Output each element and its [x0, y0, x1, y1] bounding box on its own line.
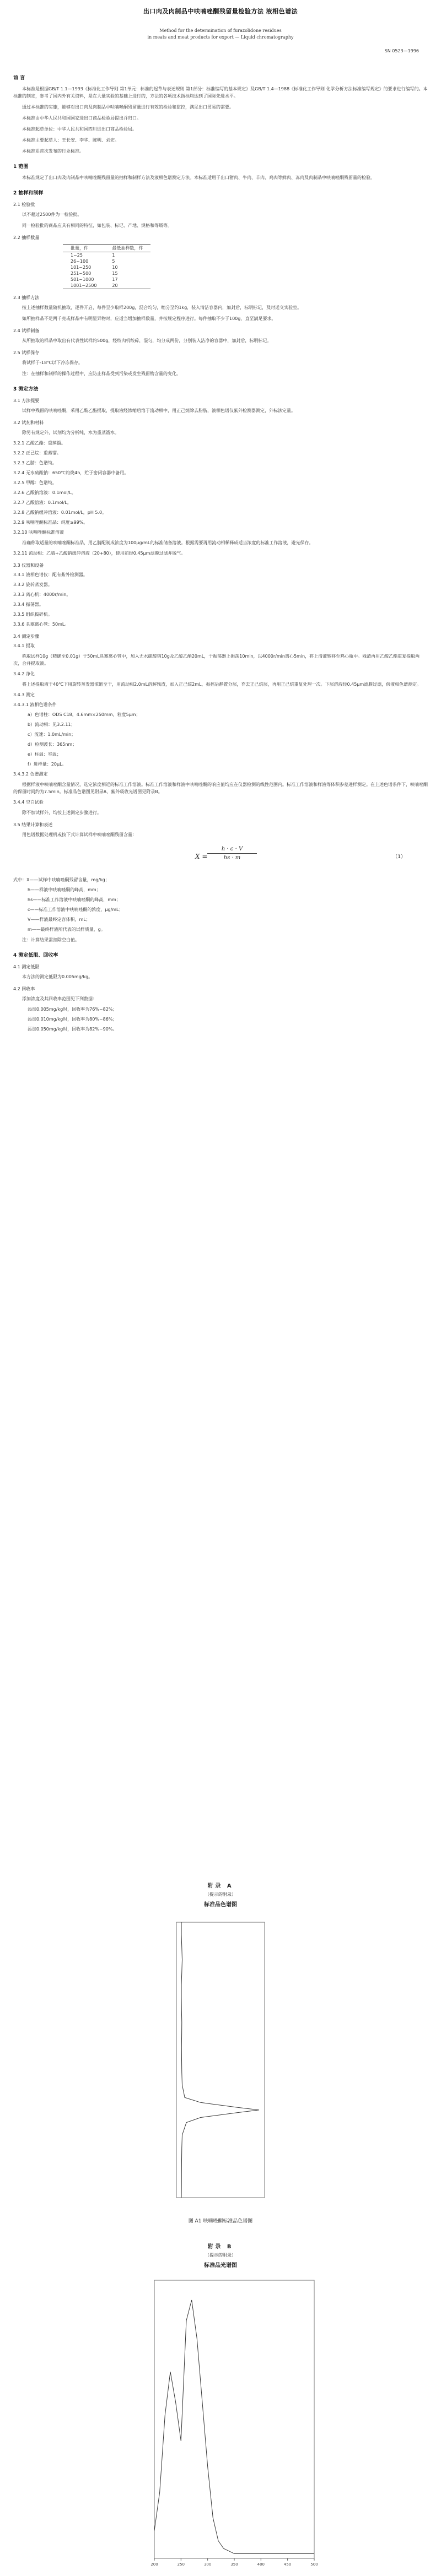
appendix-a-header	[0, 1881, 441, 1908]
table-cell: 1	[112, 253, 115, 258]
table-cell: 501~1000	[71, 277, 94, 282]
appendix-b-header	[0, 2242, 441, 2269]
appendix-name: 标准品色谱图	[204, 1902, 237, 1908]
plot-frame	[176, 1922, 265, 2198]
spectrum-svg	[138, 2275, 320, 2572]
subsection-heading: 2.4 试样制备	[13, 328, 40, 333]
reagent-item: 3.2.11 流动相：乙腈+乙酸钠缓冲溶液（20+80），使用前经0.45μm滤膜过滤并脱气。	[13, 551, 186, 556]
appendix-subtitle: （提示的附录）	[205, 2253, 236, 2258]
procedure-step: 3.4.2 净化	[13, 671, 35, 676]
apparatus-item: 3.3.6 具塞离心管：50mL。	[13, 622, 69, 627]
spectrum-trace	[154, 2300, 314, 2553]
x-tick-label: 500	[310, 2562, 318, 2567]
table-cell: 10	[112, 265, 118, 270]
table-cell: 5	[112, 259, 115, 264]
subsection-heading: 2.2 抽样数量	[13, 235, 40, 240]
calculation-formula	[13, 843, 428, 872]
equation-number: （1）	[392, 854, 406, 860]
chromatogram-svg	[165, 1917, 276, 2203]
apparatus-item: 3.3.1 液相色谱仪：配有紫外检测器。	[13, 572, 88, 577]
condition-item: f）进样量：20μL。	[28, 762, 67, 767]
procedure-step: 3.4.4 空白试验	[13, 800, 44, 805]
section-paragraph: 按上述抽样数量随机抽取，逐件开启，每件至少取样200g，混合均匀，缩分至约1kg，装入清洁容器内，加封后，标明标记，及时送交实验室。	[22, 305, 302, 310]
reagent-item: 3.2.9 呋喃唑酮标准品：纯度≥99%。	[13, 520, 88, 525]
recovery-item: 添加0.010mg/kg时，回收率为80%~86%；	[28, 1017, 117, 1022]
recovery-item: 添加0.050mg/kg时，回收率为82%~90%。	[28, 1027, 117, 1032]
variable-definition: h——样液中呋喃唑酮的峰高，mm；	[28, 887, 101, 892]
foreword-paragraph: 本标准是根据GB/T 1.1—1993《标准化工作导则 第1单元：标准的起草与表述规则 第1部分：标准编写的基本规定》及GB/T 1.4—1988《标准化工作导则 化学分析方法标准编写规定》的要求进行编写的。本标准的制定，参考了国内外有关资料，是在大量实验的基础上进行的，方法的各项技术指标均达到了国际先进水平。	[13, 86, 428, 99]
section-paragraph: 以不超过2500件为一检验批。	[22, 212, 82, 217]
reagent-item: 3.2.3 乙腈：色谱纯。	[13, 460, 57, 465]
fraction-bar	[207, 853, 257, 854]
section-paragraph: 除不加试样外，均按上述测定步骤进行。	[22, 810, 101, 815]
subsection-heading: 2.1 检验批	[13, 202, 35, 207]
subsection-heading: 4.1 测定低限	[13, 964, 40, 969]
condition-item: a）色谱柱：ODS C18，4.6mm×250mm，粒度5μm；	[28, 712, 141, 717]
appendix-title: 附录 B	[207, 2244, 234, 2250]
formula-fraction	[207, 846, 257, 861]
figure-caption: 图 A1 呋喃唑酮标准品色谱图	[188, 2219, 253, 2224]
reagent-item: 3.2.2 正己烷：重蒸馏。	[13, 451, 61, 455]
table-row	[63, 270, 150, 276]
table-cell: 15	[112, 271, 118, 276]
chromatogram-trace	[181, 1922, 259, 2198]
procedure-step: 3.4.3.2 色谱测定	[13, 772, 48, 777]
section-paragraph: 如所抽样品不足两千克或样品中有明显异物时，应适当增加抽样数量，并按规定程序进行。每件抽取不少于100g，直至满足要求。	[22, 316, 276, 321]
reagent-item: 3.2.6 乙酸钠溶液：0.1mol/L。	[13, 490, 76, 495]
subsection-heading: 3.5 结果计算和表述	[13, 822, 53, 827]
formula-numerator: h · c · V	[221, 846, 243, 852]
variable-definition: hs——标准工作溶液中呋喃唑酮的峰高，mm；	[28, 897, 121, 902]
subsection-heading: 4.2 回收率	[13, 986, 35, 991]
section-paragraph: 准确称取适量的呋喃唑酮标准品，用乙腈配制成浓度为100μg/mL的标准储备溶液。根据需要再用流动相稀释成适当浓度的标准工作溶液，避光保存。	[22, 540, 314, 545]
apparatus-item: 3.3.4 振荡器。	[13, 602, 44, 607]
subsection-heading: 3.3 仪器和设备	[13, 563, 44, 568]
apparatus-item: 3.3.5 组织捣碎机。	[13, 612, 52, 617]
chromatogram-chart	[165, 1917, 276, 2203]
reagent-item: 3.2.8 乙酸钠缓冲溶液：0.01mol/L，pH 5.0。	[13, 510, 107, 515]
table-row	[63, 258, 150, 264]
standard-number: SN 0523—1996	[384, 48, 419, 53]
apparatus-item: 3.3.3 离心机：4000r/min。	[13, 592, 71, 597]
section-paragraph: 根据样液中呋喃唑酮含量情况，选定浓度相近的标准工作溶液。标准工作溶液和样液中呋喃唑酮的响应值均应在仪器检测的线性范围内。标准工作溶液和样液等体积参差进样测定。在上述色谱条件下，呋喃唑酮的保留时间约为7.5min。标准品色谱图见附录A，紫外吸收光谱图见附录B。	[13, 782, 428, 794]
x-tick-label: 250	[177, 2562, 185, 2567]
foreword-paragraph: 本标准由中华人民共和国国家进出口商品检验局提出并归口。	[22, 116, 141, 121]
subsection-heading: 3.2 试剂和材料	[13, 420, 44, 425]
procedure-step: 3.4.3.1 液相色谱条件	[13, 702, 57, 707]
section-paragraph: 从所抽取的样品中取出有代表性试样约500g，经绞肉机绞碎，混匀，均分成两份，分别装入洁净的容器中，加封后，标明标记。	[22, 338, 272, 343]
apparatus-item: 3.3.2 旋转蒸发器。	[13, 582, 52, 587]
table-row	[63, 252, 150, 259]
section-heading: 4 测定低限、回收率	[13, 953, 58, 958]
spectrum-chart	[138, 2275, 320, 2572]
section-heading: 1 范围	[13, 164, 29, 170]
section-paragraph: 本标准规定了出口肉及肉制品中呋喃唑酮残留量的抽样和制样方法及液相色谱测定方法。本标准适用于出口猪肉、牛肉、羊肉、鸡肉等鲜肉、冻肉及肉制品中呋喃唑酮残留量的检验。	[22, 175, 375, 180]
table-header-cell: 最低抽样数，件	[104, 245, 150, 252]
appendix-title: 附录 A	[207, 1883, 234, 1889]
section-paragraph: 同一检验批的商品应具有相同的特征，如包装、标记、产地、规格和等级等。	[22, 223, 172, 228]
x-tick-label: 400	[257, 2562, 265, 2567]
section-paragraph: 称取试样10g（精确至0.01g）于50mL具塞离心管中，加入无水硫酸钠10g及乙酸乙酯20mL，于振荡器上振荡10min，以4000r/min离心5min，将上清液转移至鸡心瓶中。残渣再用乙酸乙酯重复提取两次，合并提取液。	[13, 654, 420, 666]
variable-definition: c——标准工作溶液中呋喃唑酮的浓度，μg/mL；	[28, 907, 123, 912]
condition-item: b）流动相：见3.2.11；	[28, 722, 76, 727]
section-note: 注：计算结果需扣除空白值。	[22, 937, 79, 942]
variable-definition: 式中：X——试样中呋喃唑酮残留含量，mg/kg；	[13, 877, 110, 882]
table-row	[63, 283, 150, 289]
procedure-step: 3.4.3 测定	[13, 692, 35, 697]
condition-item: c）流速：1.0mL/min；	[28, 732, 76, 737]
title-en-line-2: in meats and meat products for export — Liquid chromatography	[147, 35, 294, 40]
reagent-item: 3.2.1 乙酸乙酯：重蒸馏。	[13, 441, 66, 446]
recovery-item: 添加0.005mg/kg时，回收率为76%~82%；	[28, 1007, 117, 1012]
section-heading: 2 抽样和制样	[13, 191, 44, 196]
section-heading: 3 测定方法	[13, 387, 39, 392]
table-cell: 26~100	[71, 259, 89, 264]
reagent-item: 3.2.5 甲醇：色谱纯。	[13, 480, 57, 485]
foreword-paragraph: 本标准起草单位：中华人民共和国四川进出口商品检验局。	[22, 127, 137, 132]
appendix-subtitle: （提示的附录）	[205, 1892, 236, 1897]
foreword-paragraph: 通过本标准的实施，能够对出口肉及肉制品中呋喃唑酮残留量进行有效的检验和监控，满足出口贸易的需要。	[22, 105, 234, 110]
section-paragraph: 除另有规定外，试剂均为分析纯，水为重蒸馏水。	[22, 430, 119, 435]
reagent-item: 3.2.10 呋喃唑酮标准溶液	[13, 530, 64, 535]
foreword-heading: 前 言	[13, 75, 25, 81]
table-cell: 101~250	[71, 265, 92, 270]
document-title: 出口肉及肉制品中呋喃唑酮残留量检验方法 液相色谱法	[143, 8, 298, 15]
appendix-name: 标准品光谱图	[204, 2263, 237, 2269]
subsection-heading: 3.1 方法提要	[13, 398, 40, 403]
subsection-heading: 2.3 抽样方法	[13, 295, 40, 300]
table-cell: 1~25	[71, 253, 83, 258]
title-en-line-1: Method for the determination of furazolidone residues	[159, 28, 282, 33]
sampling-table	[63, 244, 150, 289]
document-title-english	[22, 28, 419, 41]
x-tick-label: 350	[230, 2562, 238, 2567]
x-tick-label: 200	[150, 2562, 158, 2567]
condition-item: e）柱温：室温；	[28, 752, 61, 757]
table-cell: 17	[112, 277, 118, 282]
section-paragraph: 本方法的测定低限为0.005mg/kg。	[22, 974, 93, 979]
section-paragraph: 将试样于-18℃以下冷冻保存。	[22, 360, 83, 365]
table-row	[63, 276, 150, 283]
table-row	[63, 264, 150, 270]
table-cell: 251~500	[71, 271, 92, 276]
variable-definition: m——最终样液所代表的试样质量，g。	[28, 927, 105, 932]
reagent-item: 3.2.4 无水硫酸钠：650℃灼烧4h，贮于密闭容器中备用。	[13, 470, 129, 475]
table-header-cell: 批量，件	[63, 245, 104, 252]
plot-frame	[154, 2280, 314, 2558]
table-cell: 1001~2500	[63, 283, 104, 289]
procedure-step: 3.4.1 提取	[13, 643, 35, 648]
foreword-paragraph: 本标准主要起草人：王长安、李华、陈明、刘宏。	[22, 138, 119, 143]
table-cell: 20	[104, 283, 150, 289]
variable-definition: V——样液最终定容体积，mL；	[28, 917, 90, 922]
section-paragraph: 将上述提取液于40℃下用旋转蒸发器浓缩至干，用流动相2.0mL溶解残渣，加入正己烷2mL，振摇后静置分层，弃去正己烷层，再用正己烷重复处理一次。下层溶液经0.45μm滤膜过滤，供液相色谱测定。	[22, 682, 422, 687]
section-note: 注：在抽样和制样的操作过程中，应防止样品受到污染或发生残留物含量的变化。	[22, 371, 181, 376]
condition-item: d）检测波长：365nm；	[28, 742, 77, 747]
document-header	[22, 7, 419, 53]
formula-lhs: X =	[195, 853, 208, 860]
section-paragraph: 用色谱数据处理机或按下式计算试样中呋喃唑酮残留含量：	[22, 832, 137, 837]
section-paragraph: 添加浓度及其回收率范围见下列数据：	[22, 996, 97, 1001]
x-tick-label: 300	[203, 2562, 212, 2567]
formula-denominator: hs · m	[223, 855, 241, 861]
subsection-heading: 2.5 试样保存	[13, 350, 40, 355]
foreword-paragraph: 本标准系首次发布的行业标准。	[22, 149, 84, 154]
reagent-item: 3.2.7 乙酸溶液：0.1mol/L。	[13, 500, 72, 505]
document-body	[13, 66, 428, 1036]
subsection-heading: 3.4 测定步骤	[13, 634, 40, 639]
section-paragraph: 试样中残留的呋喃唑酮，采用乙酸乙酯提取，提取液经浓缩后溶于流动相中，用正己烷除去脂肪，液相色谱仪紫外检测器测定，外标法定量。	[22, 408, 295, 413]
x-tick-label: 450	[283, 2562, 292, 2567]
